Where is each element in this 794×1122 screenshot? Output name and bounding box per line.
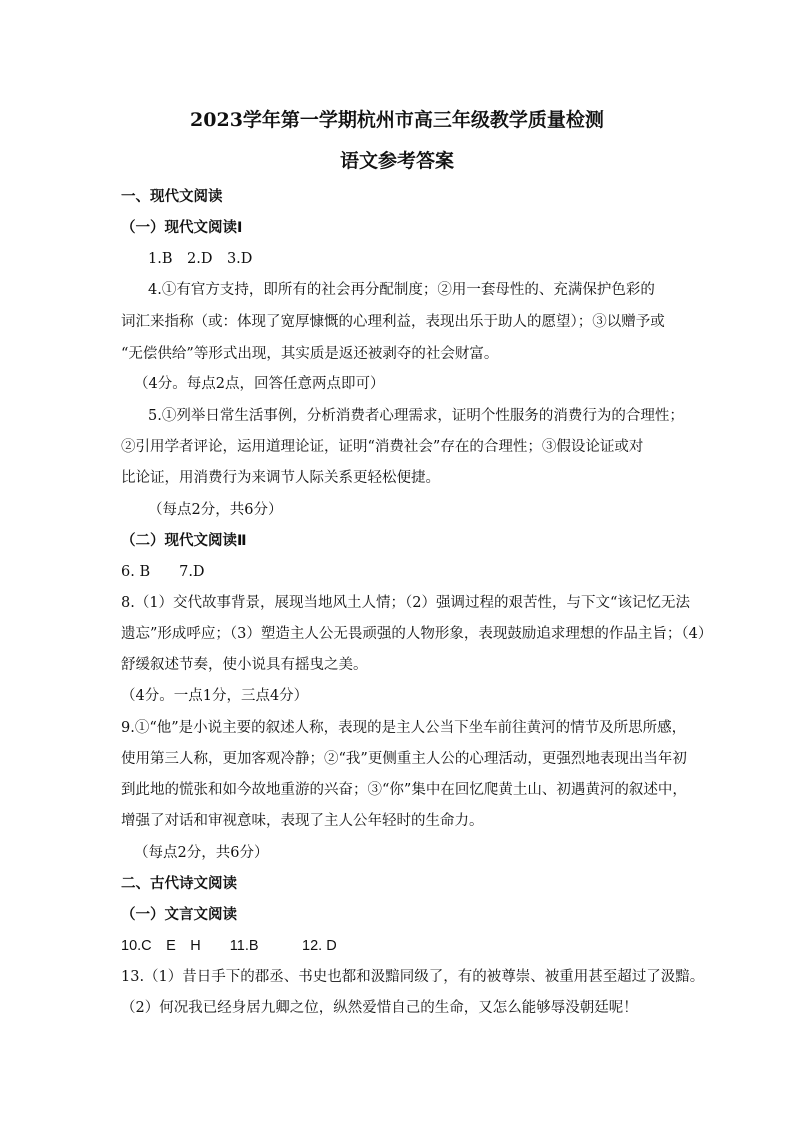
answer-line: 遗忘”形成呼应；（3）塑造主人公无畏顽强的人物形象，表现鼓励追求理想的作品主旨；（4）	[121, 626, 713, 642]
answer-line: 1.B 2.D 3.D	[148, 251, 253, 267]
answer-line: 到此地的慌张和如今故地重游的兴奋；③“你”集中在回忆爬黄土山、初遇黄河的叙述中，	[121, 782, 687, 798]
answer-line: 8.（1）交代故事背景，展现当地风土人情；（2）强调过程的艰苦性，与下文“该记忆无法	[121, 595, 690, 611]
subsection-heading: （一）文言文阅读	[121, 907, 237, 923]
answer-line: 13.（1）昔日手下的郡丞、书史也都和汲黯同级了，有的被尊崇、被重用甚至超过了汲黯。	[121, 969, 705, 985]
subsection-heading: （二）现代文阅读Ⅱ	[121, 533, 247, 549]
answer-line: 6. B 7.D	[121, 564, 205, 580]
subsection-heading: （一）现代文阅读Ⅰ	[121, 220, 243, 236]
score-note: （每点2分，共6分）	[134, 845, 269, 861]
page-title: 2023学年第一学期杭州市高三年级教学质量检测	[190, 109, 604, 131]
answer-line: 10.C E H 11.B 12. D	[121, 938, 337, 954]
score-note: （4分。一点1分，三点4分）	[121, 688, 309, 704]
section-heading: 一、现代文阅读	[121, 189, 223, 205]
answer-line: “无偿供给”等形式出现，其实质是返还被剥夺的社会财富。	[121, 346, 499, 362]
answer-line: （2）何况我已经身居九卿之位，纵然爱惜自己的生命，又怎么能够辱没朝廷呢！	[121, 1000, 638, 1016]
answer-line: 比论证，用消费行为来调节人际关系更轻松便捷。	[121, 470, 440, 486]
score-note: （4分。每点2点，回答任意两点即可）	[134, 376, 385, 392]
score-note: （每点2分，共6分）	[148, 502, 283, 518]
page-subtitle: 语文参考答案	[339, 150, 454, 172]
answer-line: 9.①“他”是小说主要的叙述人称，表现的是主人公当下坐车前往黄河的情节及所思所感，	[121, 720, 687, 736]
answer-line: 舒缓叙述节奏，使小说具有摇曳之美。	[121, 657, 368, 673]
answer-line: 使用第三人称，更加客观冷静；②“我”更侧重主人公的心理活动，更强烈地表现出当年初	[121, 751, 687, 767]
answer-line: 增强了对话和审视意味，表现了主人公年轻时的生命力。	[121, 813, 484, 829]
section-heading: 二、古代诗文阅读	[121, 876, 237, 892]
answer-line: 4.①有官方支持，即所有的社会再分配制度；②用一套母性的、充满保护色彩的	[148, 282, 655, 298]
answer-line: 词汇来指称（或：体现了宽厚慷慨的心理利益，表现出乐于助人的愿望）；③以赠予或	[121, 314, 665, 330]
answer-line: ②引用学者评论，运用道理论证，证明“消费社会”存在的合理性；③假设论证或对	[121, 439, 644, 455]
answer-line: 5.①列举日常生活事例，分析消费者心理需求，证明个性服务的消费行为的合理性；	[148, 408, 684, 424]
